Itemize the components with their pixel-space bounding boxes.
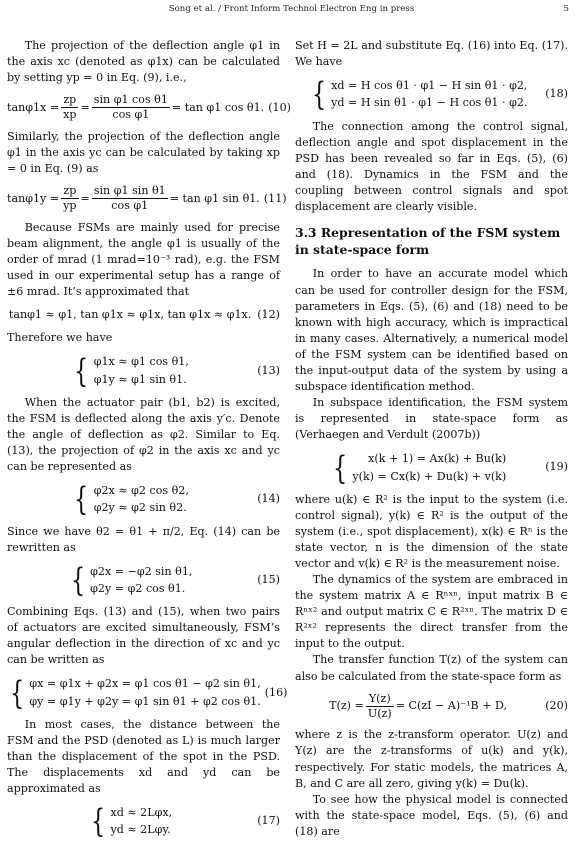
cases-block <box>88 802 173 841</box>
equation-13 <box>7 351 280 390</box>
equation-line: xd = H cos θ1 · φ1 − H sin θ1 · φ2, <box>331 79 528 93</box>
equation-rhs: = C(zI − A)⁻¹B + D, <box>395 698 508 712</box>
equation-number: (15) <box>257 572 280 586</box>
running-title: Song et al. / Front Inform Technol Electron Eng in press <box>168 4 415 14</box>
equation-line: φ2y = φ2 cos θ1. <box>90 581 186 595</box>
equals-sign: = <box>80 100 90 114</box>
fraction-numerator: sin φ1 cos θ1 <box>93 93 168 107</box>
fraction-denominator: cos φ1 <box>111 199 149 213</box>
equation-line: φy = φ1y + φ2y = φ1 sin θ1 + φ2 cos θ1. <box>29 694 261 708</box>
equation-number: (16) <box>264 685 288 699</box>
equation-line: φ2x ≈ φ2 cos θ2, <box>93 484 189 498</box>
section-heading: 3.3 Representation of the FSM system in state-space form <box>295 225 561 257</box>
equation-line: x(k + 1) = Ax(k) + Bu(k) <box>368 452 507 466</box>
fraction-numerator: zp <box>61 93 78 108</box>
fraction-denominator: cos φ1 <box>112 108 150 122</box>
equation-20 <box>295 692 568 721</box>
fraction-denominator: U(z) <box>367 706 392 720</box>
equation-line: φ2x = −φ2 sin θ1, <box>90 564 193 578</box>
equation-body: tanφ1 ≈ φ1, tan φ1x ≈ φ1x, tan φ1x ≈ φ1x. <box>8 308 252 322</box>
cases-block <box>309 75 528 114</box>
equation-11 <box>7 184 287 213</box>
left-brace: { <box>311 75 327 114</box>
paragraph: Similarly, the projection of the deflection angle φ1 in the axis yc can be calculated by taking xp = 0 in Eq. (9) as <box>7 129 280 176</box>
paragraph: The transfer function T(z) of the system can also be calculated from the state-space form as <box>295 653 568 683</box>
equation-lhs: T(z) = <box>329 698 364 712</box>
paragraph: In subspace identification, the FSM system is represented in state-space form as (Verhaegen and Verdult (2007b)) <box>295 396 568 442</box>
running-header <box>0 0 583 16</box>
fraction <box>92 93 170 122</box>
equation-lhs: tanφ1x = <box>7 100 60 114</box>
equation-line: y(k) = Cx(k) + Du(k) + v(k) <box>352 469 507 483</box>
equation-17 <box>7 802 280 841</box>
paragraph: Set H = 2L and substitute Eq. (16) into Eq. (17). We have <box>295 39 568 69</box>
paragraph: Combining Eqs. (13) and (15), when two pairs of actuators are excited simultaneously, FSM’s angular deflection in the direction of xc and yc can be written as <box>7 605 280 667</box>
fraction-denominator: xp <box>63 108 77 122</box>
equation-16 <box>7 673 288 712</box>
equation-number: (10) <box>268 100 291 114</box>
paragraph: In most cases, the distance between the FSM and the PSD (denoted as L) is much larger than the displacement of the spot in the PSD. The displacements xd and yd can be approximated as <box>7 717 280 796</box>
equation-rhs: = tan φ1 sin θ1. <box>169 191 260 205</box>
equation-18 <box>295 75 568 114</box>
fraction-denominator: yp <box>63 199 77 213</box>
cases-block <box>71 351 189 390</box>
paragraph: Since we have θ2 = θ1 + π/2, Eq. (14) can be rewritten as <box>7 524 280 554</box>
paragraph: Because FSMs are mainly used for precise beam alignment, the angle φ1 is usually of the order of mrad (1 mrad=10⁻³ rad), e.g. the FSM used in our experimental setup has a range of ±6 mrad. It’s approximated that <box>7 220 280 299</box>
paragraph: The dynamics of the system are embraced in the system matrix A ∈ Rⁿˣⁿ, input matrix B ∈ Rⁿˣ² and output matrix C ∈ R²ˣⁿ. The matrix D ∈ R²ˣ² represents the direct transfer from the input to the output. <box>295 573 568 651</box>
left-brace: { <box>91 802 106 841</box>
left-brace: { <box>333 448 348 487</box>
left-brace: { <box>74 351 89 390</box>
left-column <box>7 38 291 846</box>
equation-number: (17) <box>257 814 280 828</box>
fraction <box>92 184 168 213</box>
equation-line: φ1x ≈ φ1 cos θ1, <box>93 355 189 369</box>
fraction-numerator: zp <box>61 184 78 199</box>
equation-15 <box>7 560 280 599</box>
equation-line: φx = φ1x + φ2x = φ1 cos θ1 − φ2 sin θ1, <box>29 677 261 691</box>
cases-block <box>68 560 193 599</box>
cases-block <box>330 448 507 487</box>
equation-number: (19) <box>545 460 568 474</box>
left-brace: { <box>10 673 25 712</box>
paragraph: where u(k) ∈ R² is the input to the system (i.e. control signal), y(k) ∈ R² is the output of the system (i.e., spot displacement), x(k) ∈ Rⁿ is the state vector, n is the dimension of the state vector and v(k) ∈ R² is the measurement noise. <box>295 492 568 571</box>
paragraph: In order to have an accurate model which can be used for controller design for the FSM, parameters in Eqs. (5), (6) and (18) need to be known with high accuracy, which is impractical in many cases. Alternatively, a numerical model of the FSM system can be identified based on the input-output data of the system by using a subspace identification method. <box>295 267 568 394</box>
equation-number: (11) <box>263 191 287 205</box>
equation-number: (20) <box>545 698 568 712</box>
fraction <box>366 692 394 721</box>
paragraph: To see how the physical model is connected with the state-space model, Eqs. (5), (6) and (18) are <box>295 792 568 838</box>
equation-12 <box>7 307 280 323</box>
fraction <box>61 184 78 213</box>
fraction-numerator: Y(z) <box>366 692 394 707</box>
left-brace: { <box>74 480 89 519</box>
equation-line: yd = H sin θ1 · φ1 − H cos θ1 · φ2. <box>331 96 528 110</box>
equation-line: xd ≈ 2Lφx, <box>110 806 173 820</box>
left-brace: { <box>70 560 86 599</box>
equation-line: φ1y ≈ φ1 sin θ1. <box>93 372 187 386</box>
equation-10 <box>7 93 291 122</box>
equals-sign: = <box>80 191 90 205</box>
equation-number: (13) <box>257 363 280 377</box>
paragraph: The projection of the deflection angle φ1 in the axis xc (denoted as φ1x) can be calculated by setting yp = 0 in Eq. (9), i.e., <box>7 39 280 85</box>
paragraph: Therefore we have <box>7 331 113 345</box>
paragraph: When the actuator pair (b1, b2) is excited, the FSM is deflected along the axis y′c. Denote the angle of deflection as φ2. Similar to Eq. (13), the projection of φ2 in the axis xc and yc can be represented as <box>7 395 280 474</box>
cases-block <box>7 673 261 712</box>
equation-number: (18) <box>545 87 568 101</box>
equation-line: yd ≈ 2Lφy. <box>110 823 171 837</box>
equation-line: φ2y ≈ φ2 sin θ2. <box>93 501 187 515</box>
cases-block <box>71 480 189 519</box>
paragraph: The connection among the control signal, deflection angle and spot displacement in the PSD has been revealed so far in Eqs. (5), (6) and (18). Dynamics in the FSM and the coupling between control signals and spot displacement are clearly visible. <box>295 119 568 213</box>
page-number: 5 <box>563 4 569 14</box>
equation-number: (12) <box>257 308 280 322</box>
equation-number: (14) <box>257 492 280 506</box>
equation-rhs: = tan φ1 cos θ1. <box>171 100 265 114</box>
equation-19 <box>295 448 568 487</box>
fraction-numerator: sin φ1 sin θ1 <box>93 184 166 198</box>
paragraph: where z is the z-transform operator. U(z) and Y(z) are the z-transforms of u(k) and y(k), respectively. For static models, the matrices A, B, and C are all zero, giving y(k) = Du(k). <box>295 728 568 790</box>
fraction <box>61 93 78 122</box>
equation-lhs: tanφ1y = <box>7 191 60 205</box>
right-column <box>295 38 568 840</box>
equation-14 <box>7 480 280 519</box>
